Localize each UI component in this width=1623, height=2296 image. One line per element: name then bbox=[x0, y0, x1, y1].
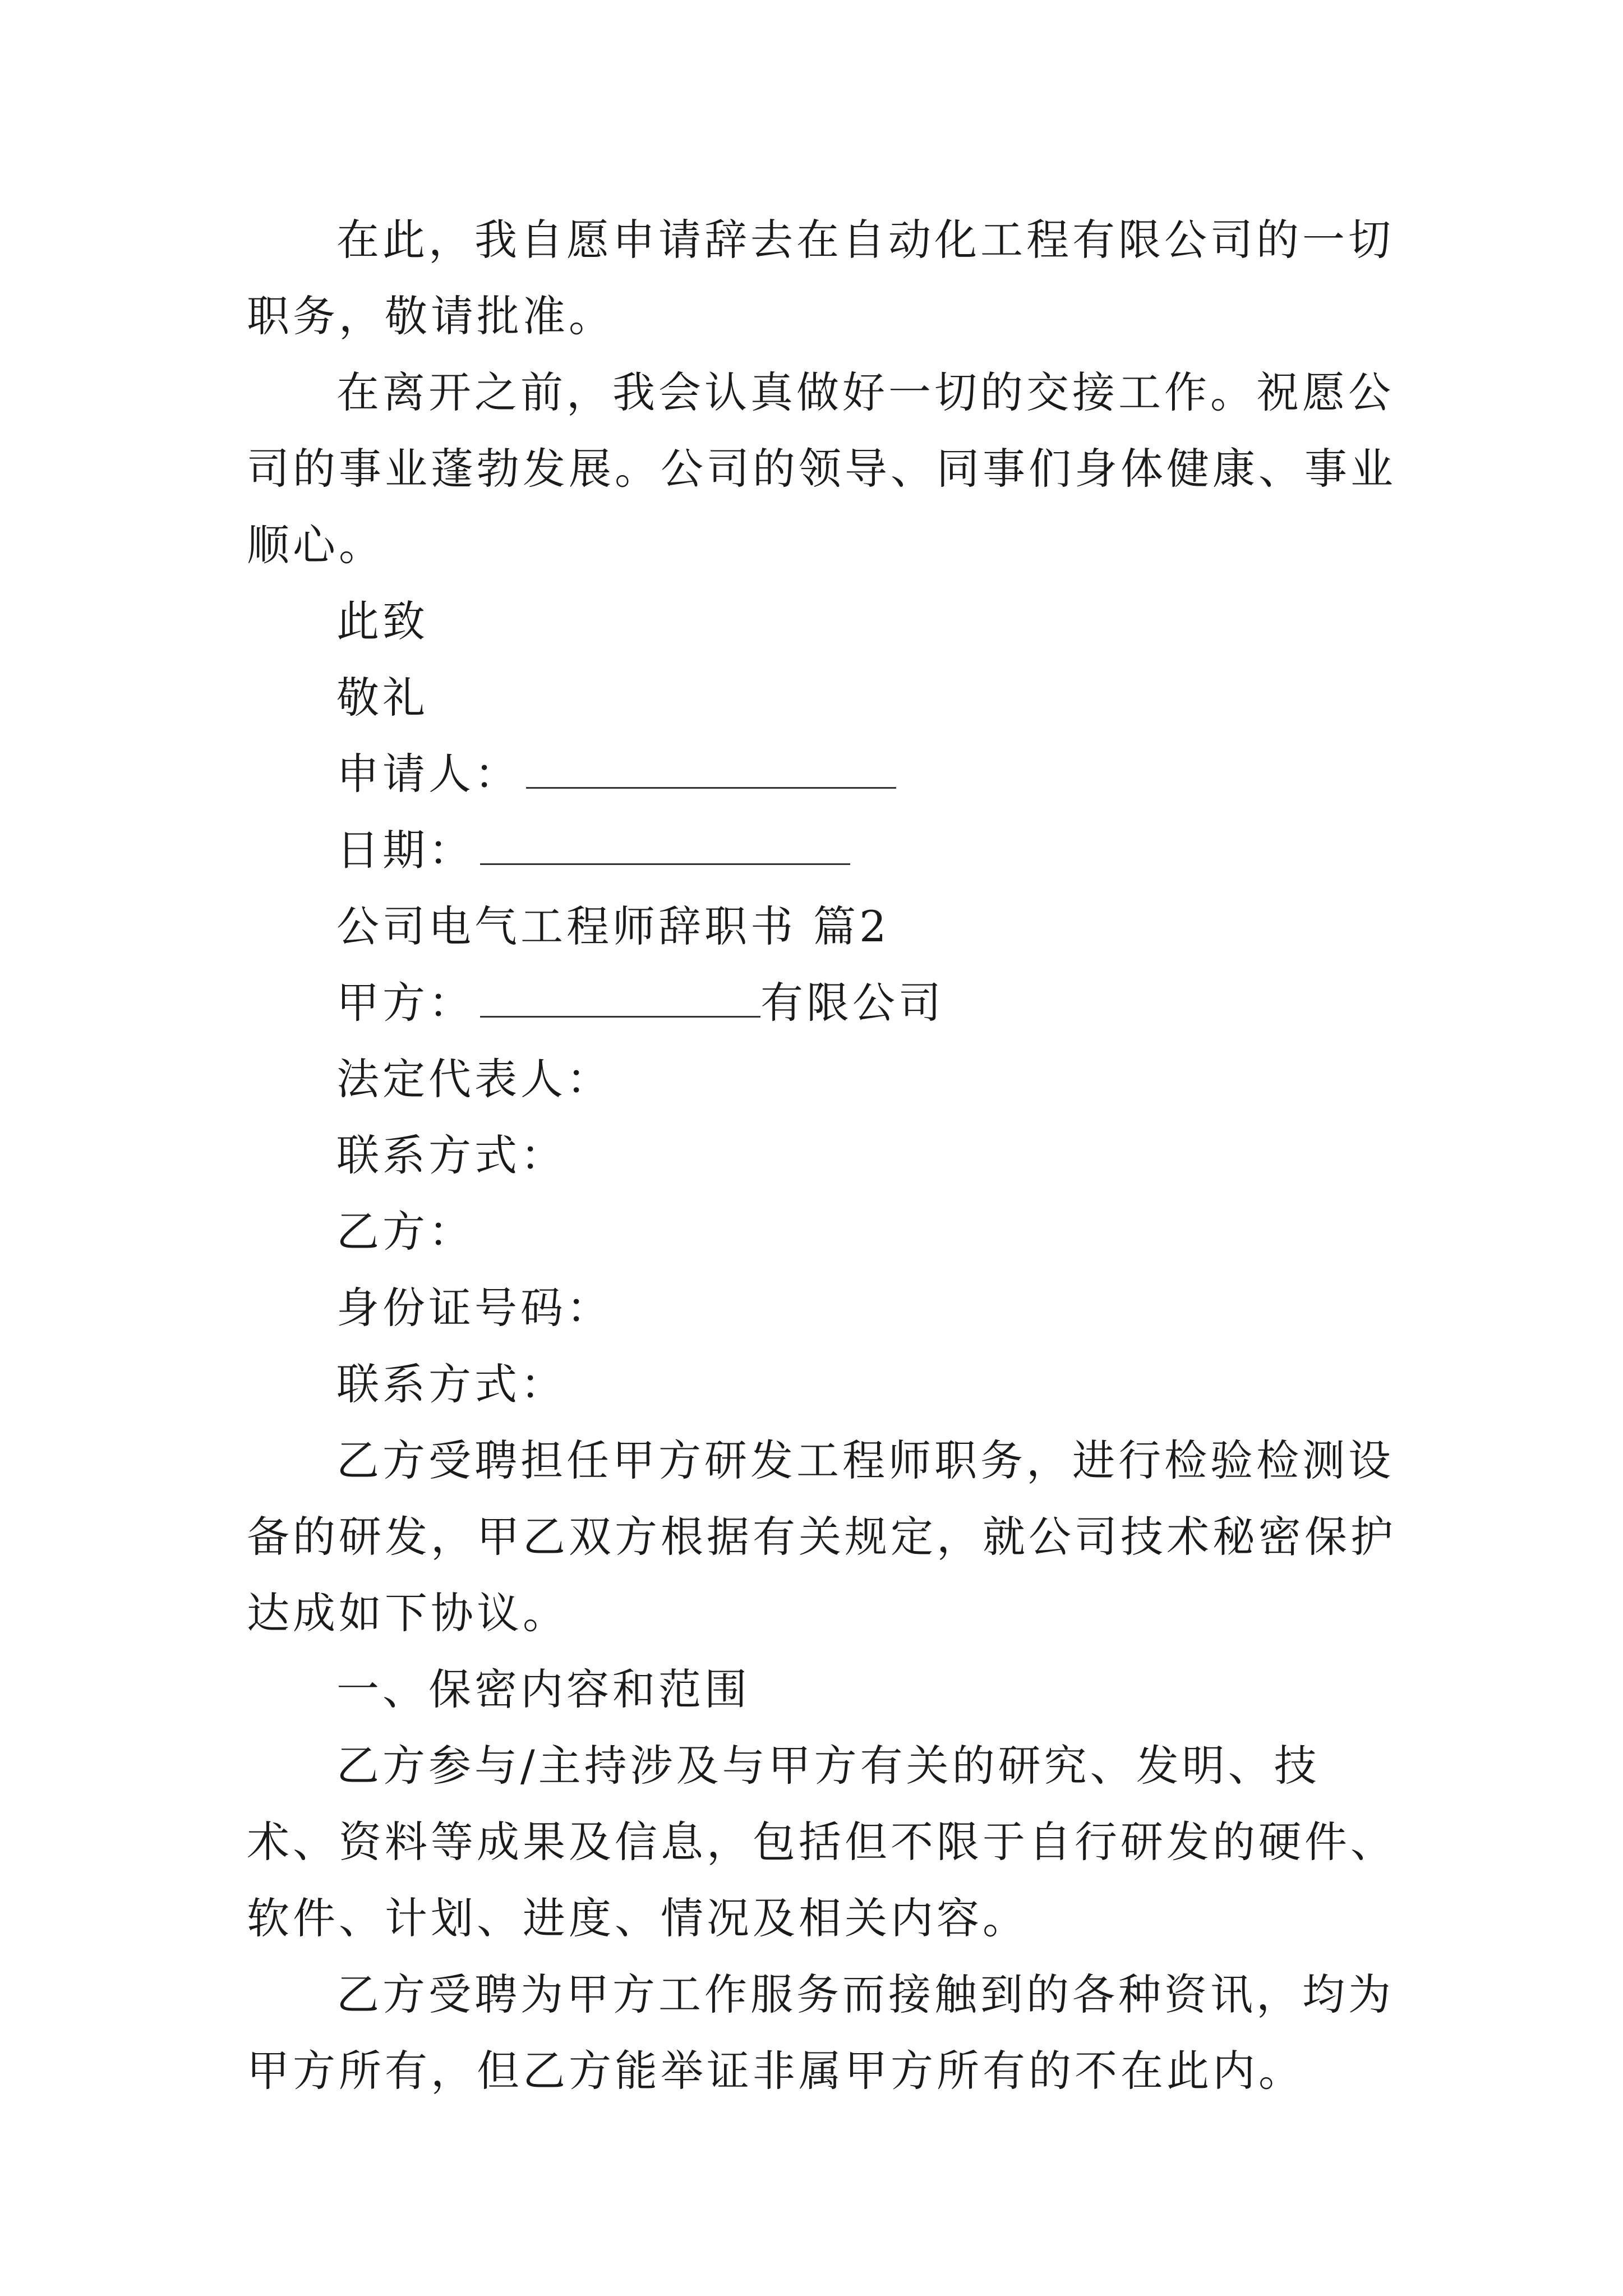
agreement-intro-paragraph: 乙方受聘担任甲方研发工程师职务，进行检验检测设备的研发，甲乙双方根据有关规定，就公司技术秘密保护达成如下协议。 bbox=[247, 1435, 1396, 1638]
date-label: 日期： bbox=[336, 825, 474, 875]
clause-1-body-2: 乙方受聘为甲方工作服务而接触到的各种资讯，均为甲方所有，但乙方能举证非属甲方所有的不在此内。 bbox=[247, 1970, 1394, 2096]
legal-rep-line: 法定代表人： bbox=[336, 1054, 612, 1104]
closing-line-1: 此致 bbox=[336, 596, 428, 646]
resign-paragraph: 在此，我自愿申请辞去在自动化工程有限公司的一切职务，敬请批准。 bbox=[247, 215, 1394, 341]
closing-line-2: 敬礼 bbox=[336, 673, 428, 723]
contact-a-line: 联系方式： bbox=[336, 1130, 566, 1180]
party-a-label: 甲方： bbox=[336, 978, 474, 1028]
party-b-line: 乙方： bbox=[336, 1207, 474, 1257]
farewell-paragraph: 在离开之前，我会认真做好一切的交接工作。祝愿公司的事业蓬勃发展。公司的领导、同事们身体健康、事业顺心。 bbox=[247, 367, 1396, 570]
id-number-line: 身份证号码： bbox=[336, 1283, 612, 1333]
party-a-suffix: 有限公司 bbox=[760, 978, 944, 1028]
applicant-label: 申请人： bbox=[336, 749, 520, 799]
document-body bbox=[247, 202, 1402, 2109]
party-a-blank bbox=[480, 971, 760, 1018]
date-line bbox=[247, 812, 1402, 889]
applicant-line bbox=[247, 736, 1402, 812]
applicant-blank bbox=[526, 742, 896, 789]
contact-b-line: 联系方式： bbox=[336, 1359, 566, 1409]
party-a-line bbox=[247, 965, 1402, 1041]
date-blank bbox=[480, 818, 850, 865]
section-title: 公司电气工程师辞职书 篇2 bbox=[336, 901, 890, 951]
clause-1-body: 乙方参与/主持涉及与甲方有关的研究、发明、技术、资料等成果及信息，包括但不限于自行研发的硬件、软件、计划、进度、情况及相关内容。 bbox=[247, 1741, 1396, 1943]
clause-1-title: 一、保密内容和范围 bbox=[336, 1664, 750, 1714]
